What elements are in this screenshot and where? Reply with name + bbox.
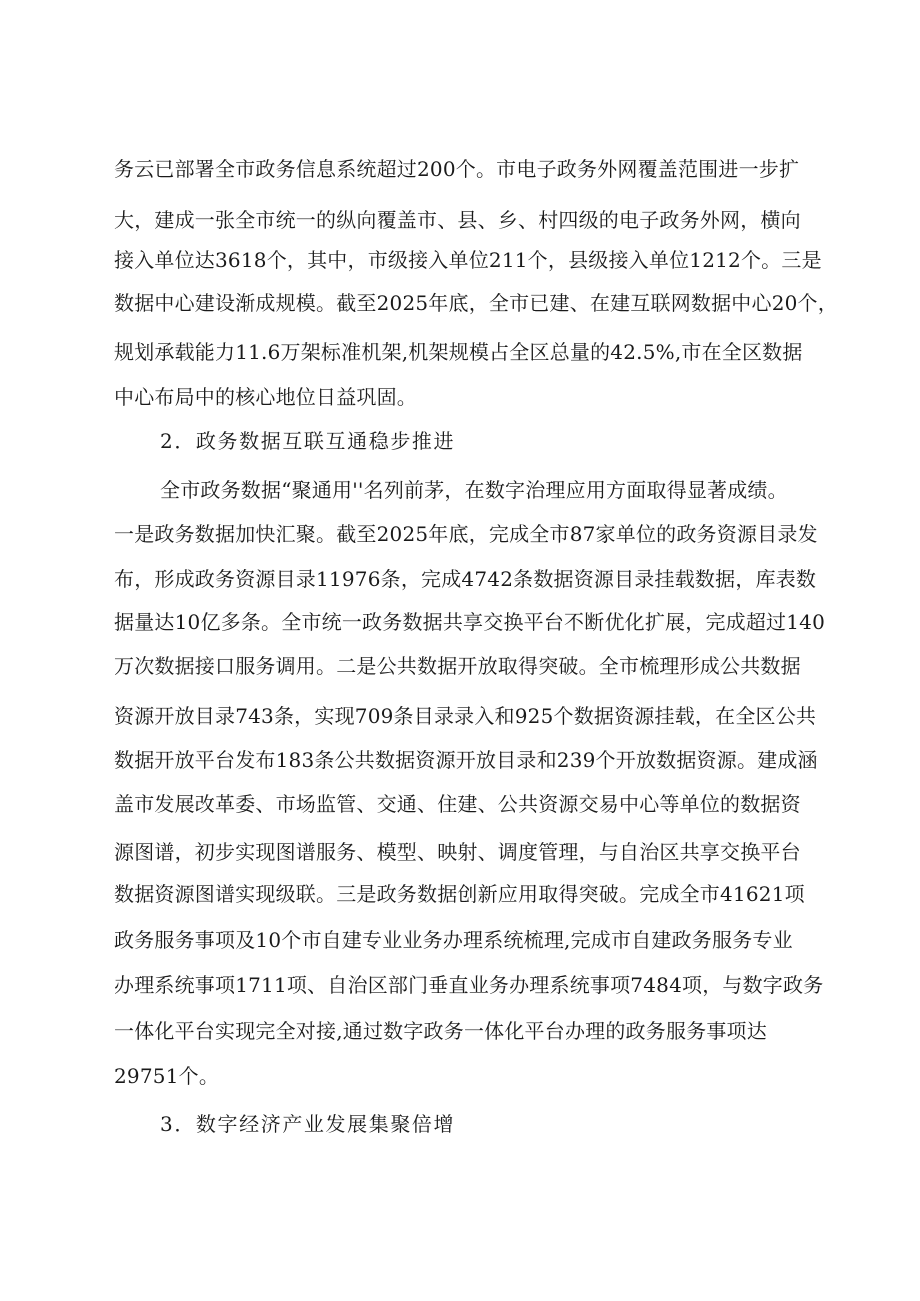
- paragraph-2-line-6: 资源开放目录743条，实现709条目录录入和925个数据资源挂载，在全区公共: [114, 704, 817, 728]
- paragraph-2-line-10: 数据资源图谱实现级联。三是政务数据创新应用取得突破。完成全市41621项: [114, 882, 805, 906]
- paragraph-1-line-1: 务云已部署全市政务信息系统超过200个。市电子政务外网覆盖范围进一步扩: [114, 157, 800, 181]
- paragraph-2-line-2: 一是政务数据加快汇聚。截至2025年底，完成全市87家单位的政务资源目录发: [114, 522, 818, 546]
- section-heading-3: 3．数字经济产业发展集聚倍增: [160, 1112, 456, 1136]
- paragraph-2-line-1: 全市政务数据“聚通用''名列前茅，在数字治理应用方面取得显著成绩。: [160, 478, 788, 502]
- paragraph-1-line-3: 接入单位达3618个，其中，市级接入单位211个，县级接入单位1212个。三是: [114, 248, 822, 272]
- paragraph-2-line-4: 据量达10亿多条。全市统一政务数据共享交换平台不断优化扩展，完成超过140: [114, 610, 826, 634]
- paragraph-2-line-12: 办理系统事项1711项、自治区部门垂直业务办理系统事项7484项，与数字政务: [114, 973, 824, 997]
- paragraph-1-line-5: 规划承载能力11.6万架标准机架,机架规模占全区总量的42.5%,市在全区数据: [114, 340, 803, 364]
- paragraph-2-line-14: 29751个。: [114, 1064, 220, 1088]
- section-heading-2: 2．政务数据互联互通稳步推进: [160, 429, 456, 453]
- paragraph-2-line-9: 源图谱，初步实现图谱服务、模型、映射、调度管理，与自治区共享交换平台: [114, 840, 801, 864]
- paragraph-2-line-5: 万次数据接口服务调用。二是公共数据开放取得突破。全市梳理形成公共数据: [114, 654, 801, 678]
- paragraph-1-line-4: 数据中心建设渐成规模。截至2025年底，全市已建、在建互联网数据中心20个，: [114, 291, 838, 315]
- paragraph-2-line-11: 政务服务事项及10个市自建专业业务办理系统梳理,完成市自建政务服务专业: [114, 928, 793, 952]
- paragraph-1-line-2: 大，建成一张全市统一的纵向覆盖市、县、乡、村四级的电子政务外网，横向: [114, 208, 801, 232]
- paragraph-2-line-13: 一体化平台实现完全对接,通过数字政务一体化平台办理的政务服务事项达: [114, 1019, 767, 1043]
- paragraph-2-line-8: 盖市发展改革委、市场监管、交通、住建、公共资源交易中心等单位的数据资: [114, 792, 801, 816]
- paragraph-2-line-3: 布，形成政务资源目录11976条，完成4742条数据资源目录挂载数据，库表数: [114, 567, 817, 591]
- paragraph-1-line-6: 中心布局中的核心地位日益巩固。: [114, 385, 417, 409]
- paragraph-2-line-7: 数据开放平台发布183条公共数据资源开放目录和239个开放数据资源。建成涵: [114, 748, 818, 772]
